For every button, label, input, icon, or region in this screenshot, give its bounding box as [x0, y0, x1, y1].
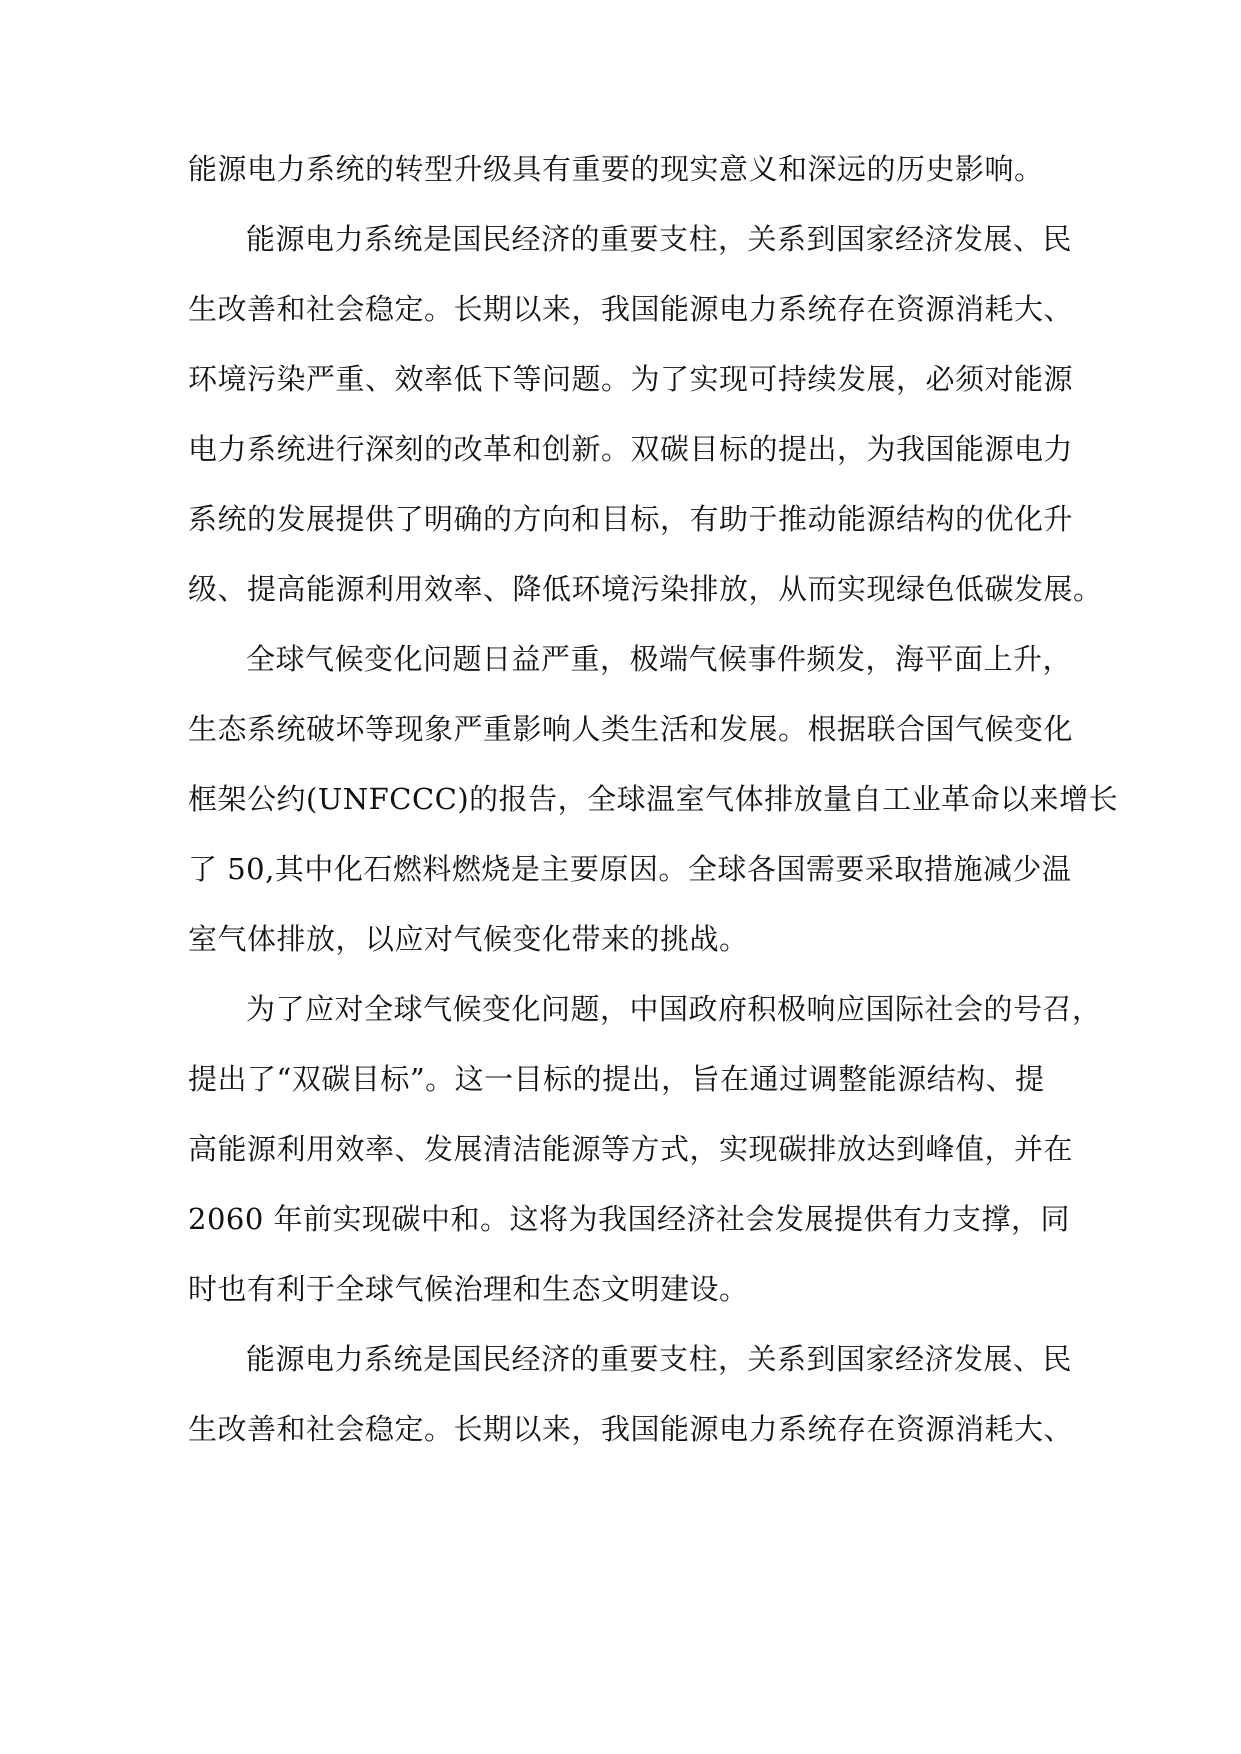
text-line: 级、提高能源利用效率、降低环境污染排放，从而实现绿色低碳发展。: [188, 572, 1103, 606]
text-line: 提出了“双碳目标”。这一目标的提出，旨在通过调整能源结构、提: [188, 1062, 1045, 1096]
text-line: 环境污染严重、效率低下等问题。为了实现可持续发展，必须对能源: [188, 362, 1074, 396]
text-line: 了 50,其中化石燃料燃烧是主要原因。全球各国需要采取措施减少温: [188, 852, 1072, 886]
text-line: 能源电力系统的转型升级具有重要的现实意义和深远的历史影响。: [188, 152, 1044, 186]
body-text: [188, 148, 1119, 1478]
text-line: 高能源利用效率、发展清洁能源等方式，实现碳排放达到峰值，并在: [188, 1132, 1074, 1166]
text-line: 生改善和社会稳定。长期以来，我国能源电力系统存在资源消耗大、: [188, 292, 1074, 326]
text-line: 为了应对全球气候变化问题，中国政府积极响应国际社会的号召，: [246, 992, 1102, 1026]
text-line: 电力系统进行深刻的改革和创新。双碳目标的提出，为我国能源电力: [188, 432, 1074, 466]
text-line: 生态系统破坏等现象严重影响人类生活和发展。根据联合国气候变化: [188, 712, 1074, 746]
text-line: 能源电力系统是国民经济的重要支柱，关系到国家经济发展、民: [246, 222, 1073, 256]
text-line: 能源电力系统是国民经济的重要支柱，关系到国家经济发展、民: [246, 1342, 1073, 1376]
text-line: 全球气候变化问题日益严重，极端气候事件频发，海平面上升，: [246, 642, 1073, 676]
text-line: 生改善和社会稳定。长期以来，我国能源电力系统存在资源消耗大、: [188, 1412, 1074, 1446]
text-line: 系统的发展提供了明确的方向和目标，有助于推动能源结构的优化升: [188, 502, 1074, 536]
text-line: 2060 年前实现碳中和。这将为我国经济社会发展提供有力支撑，同: [188, 1202, 1071, 1236]
text-line: 时也有利于全球气候治理和生态文明建设。: [188, 1272, 749, 1306]
text-line: 框架公约(UNFCCC)的报告，全球温室气体排放量自工业革命以来增长: [188, 782, 1119, 816]
text-line: 室气体排放，以应对气候变化带来的挑战。: [188, 922, 749, 956]
